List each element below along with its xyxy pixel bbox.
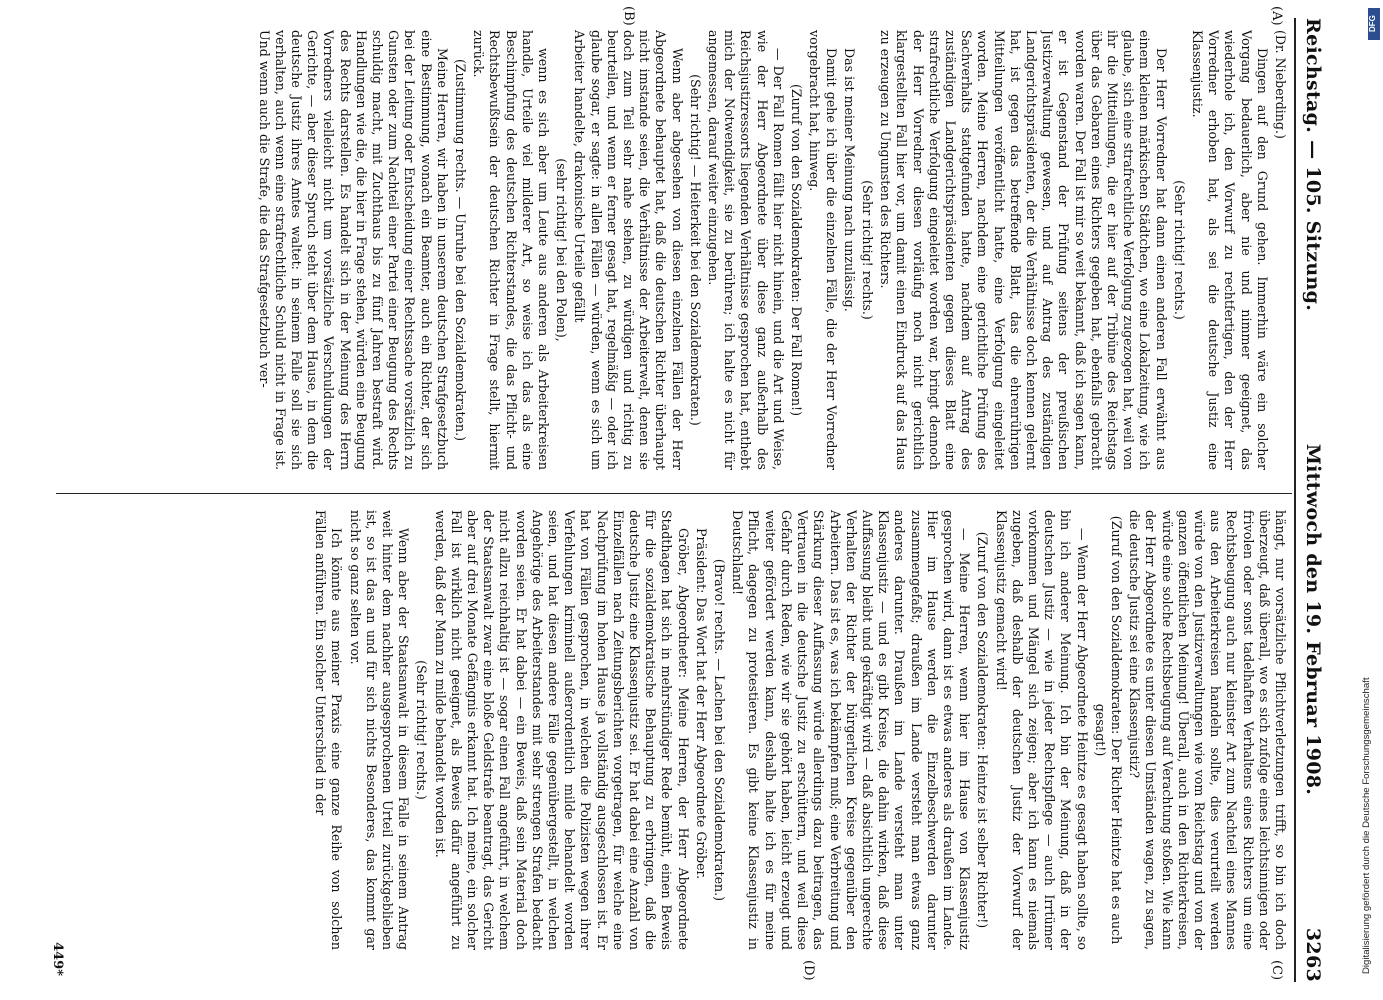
- margin-mark-d: (D): [801, 960, 816, 981]
- interjection: (Zuruf von den Sozialdemokraten: Der Fall Romen!): [789, 83, 805, 417]
- signature-mark: 449*: [50, 942, 65, 976]
- interjection: (Sehr richtig! rechts.): [1171, 180, 1187, 320]
- paragraph: wenn es sich aber um Leute aus anderen als Arbeiterkreisen handle, Urteile viel milderer Art, so weise ich das als eine Beschimpfung des deutschen Richterstandes, die das Pflicht- und Rechtsbewußtsein der deutschen Richter in Frage stellt, hiermit zurück.: [471, 30, 552, 470]
- margin-mark-c: (C): [1269, 960, 1284, 981]
- margin-mark-b: (B): [621, 6, 636, 26]
- interjection: (Sehr richtig! rechts.): [859, 180, 875, 320]
- interjection: (Sehr richtig! rechts.): [414, 660, 430, 800]
- paragraph: Meine Herren, wir haben in unserem deutschen Strafgesetzbuch eine Bestimmung, wonach ein Beamter, auch ein Richter, der sich bei der Leitung oder Entscheidung einer Rechtssache vorsätzlich zu Gunsten oder zum Nachteil einer Partei einer Beugung des Rechts schuldig macht, mit Zuchthaus bis zu fünf Jahren bestraft wird. Handlungen wie die, die hier in Frage stehen, würden eine Beugung des Rechts darstellen. Es handelt sich in der Meinung des Herrn Vorredners vielleicht nicht um vorsätzliche Verschuldungen der Gerichte, — aber dieser Spruch steht über dem Hause, in dem die deutsche Justiz ihres Amtes waltet: in seinem Falle soll sie sich verhalten, auch wenn eine strafrechtliche Schuld nicht in Frage ist. Und wenn auch die Strafe, die das Strafgesetzbuch ver-: [256, 30, 450, 470]
- dfg-logo: DFG: [1368, 8, 1380, 40]
- paragraph: — Wenn der Herr Abgeordnete Heintze es gesagt haben sollte, so bin ich anderer Meinung. Ich bin der Meinung, daß in der deutschen Justiz — wie in jeder Rechtspflege — auch Irrtümer vorkommen und Mängel sich zeigen; aber ich kann es niemals zugeben, daß deshalb der deutschen Justiz der Vorwurf der Klassenjustiz gemacht wird!: [993, 510, 1090, 950]
- paragraph: hängt, nur vorsätzliche Pflichtverletzungen trifft, so bin ich doch überzeugt, daß überall, wo es sich zufolge eines leichtsinnigen oder frivolen oder sonst tadelhaften Verhaltens eines Richters um eine Rechtsbeugung auch nur kleinster Art zum Nachteil eines Mannes aus den Arbeiterkreisen handeln sollte, dies verurteilt werden würde von den Justizverwaltungen wie vom Reichstag und von der ganzen öffentlichen Meinung! Überall, auch in den Richterkreisen, würde eine solche Rechtsbeugung auf Verachtung stoßen. Wie kann der Herr Abgeordnete es unter diesen Umständen wagen, zu sagen, die deutsche Justiz sei eine Klassenjustiz?: [1127, 510, 1288, 950]
- paragraph: Präsident: Das Wort hat der Herr Abgeordnete Gröber.: [693, 528, 709, 880]
- paragraph: Damit gehe ich über die einzelnen Fälle, die der Herr Vorredner vorgebracht hat, hinweg.: [807, 30, 839, 470]
- paragraph: Ich könnte aus meiner Praxis eine ganze Reihe von solchen Fällen anführen. Ein solcher Unterschied in der: [313, 510, 345, 950]
- interjection: (Zuruf von den Sozialdemokraten: Heintze ist selber Richter!): [975, 531, 991, 929]
- page-number: 3263: [1302, 927, 1324, 982]
- interjection: (sehr richtig! bei den Polen),: [554, 158, 570, 342]
- paragraph: Wenn aber der Staatsanwalt in diesem Falle in seinem Antrag weit hinter dem nachher ausgesprochenen Urteil zurückgeblieben ist, so ist das an und für sich nichts Besonderes, das kommt gar nicht so ganz selten vor.: [347, 510, 412, 950]
- interjection: (Sehr richtig! — Heiterkeit bei den Sozialdemokraten.): [687, 74, 703, 426]
- paragraph: Gröber, Abgeordneter: Meine Herren, der Herr Abgeordnete Stadthagen hat sich in mehrstündiger Rede bemüht, einen Beweis für die sozialdemokratische Behauptung zu erbringen, daß die deutsche Justiz eine Klassenjustiz sei. Er hat dabei eine Anzahl von Einzelfällen nach Zeitungsberichten vorgetragen, für welche eine Nachprüfung im hohen Hause ja vollständig ausgeschlossen ist. Er hat von Fällen gesprochen, in welchen die Polizisten wegen ihrer Verfehlungen kriminell außerordentlich milde behandelt worden seien, und hat diesen andere Fälle gegenübergestellt, in welchen Angehörige des Arbeiterstandes mit sehr strengen Strafen bedacht worden seien. Er hat dabei — ein Beweis, daß sein Material doch nicht allzu reichhaltig ist — sogar einen Fall angeführt, in welchem der Staatsanwalt zwar eine bloße Geldstrafe beantragt, das Gericht aber auf drei Monate Gefängnis erkannt hat. Ich meine, ein solcher Fall ist wirklich nicht geeignet, als Beweis dafür angeführt zu werden, daß der Mann zu milde behandelt worden ist.: [432, 510, 691, 950]
- column-divider: [56, 493, 1292, 494]
- page-header: [1298, 18, 1328, 982]
- paragraph: (Dr. Nieberding.): [1273, 30, 1288, 139]
- paragraph: — Der Fall Romen fällt hier nicht hinein, und die Art und Weise, wie der Herr Abgeordnete über diese ganz außerhalb des Reichsjustizressorts liegenden Verhältnisse gesprochen hat, enthebt mich der Notwendigkeit, sie zu berühren; ich halte es nicht für angemessen, darauf weiter einzugehen.: [706, 30, 786, 470]
- paragraph: Der Herr Vorredner hat dann einen anderen Fall erwähnt aus einem kleinen märkischen Städtchen, wo eine Lokalzeitung, wie ich glaube, sich eine strafrechtliche Verfolgung zugezogen hat, weil von ihr die Mitteilungen, die er hier auf der Tribüne des Reichstags über das Gebaren eines Richters gegeben hat, ebenfalls gebracht worden waren. Der Fall ist mir so weit bekannt, daß ich sagen kann, er ist Gegenstand der Prüfung seitens der preußischen Justizverwaltung gewesen, und auf Antrag des zuständigen Landgerichtspräsidenten, der die Verhältnisse doch kennen gelernt hat, ist gegen das betreffende Blatt, das die ehrenrührigen Mitteilungen veröffentlicht hatte, eine Verfolgung eingeleitet worden. Meine Herren, nachdem eine gerichtliche Prüfung des Sachverhalts stattgefunden hatte, nachdem auf Antrag des zuständigen Landgerichtspräsidenten gegen dieses Blatt eine strafrechtliche Verfolgung eingeleitet worden war, bringt dennoch der Herr Vorredner diesen vorläufig noch nicht gerichtlich klargestellten Fall hier vor, um damit einen Eindruck auf das Haus zu erzeugen zu Ungunsten des Richters.: [878, 30, 1169, 470]
- interjection: (Zustimmung rechts. — Unruhe bei den Sozialdemokraten.): [453, 58, 469, 441]
- footer-credit: Digitalisierung gefördert durch die Deutsche Forschungsgemeinschaft: [1361, 677, 1372, 974]
- left-column: [56, 30, 1288, 470]
- paragraph: Wenn aber abgesehen von diesen einzelnen Fällen der Herr Abgeordnete behauptet hat, daß die deutschen Richter überhaupt nicht imstande seien, die Verhältnisse der Arbeiterwelt, denen sie doch zum Teil sehr nahe stehen, zu würdigen und richtig zu beurteilen, und wenn er ferner gesagt hat, regelmäßig — oder ich glaube sogar, er sagte: in allen Fällen — würden, wenn es sich um Arbeiter handelte, drakonische Urteile gefällt: [572, 30, 685, 470]
- right-column: [56, 510, 1288, 950]
- paragraph: Dingen auf den Grund gehen. Immerhin wäre ein solcher Vorgang bedauerlich, aber nie und nimmer geeignet, das wiederhole ich, den Vorwurf zu rechtfertigen, den der Herr Vorredner erhoben hat, als sei die deutsche Justiz eine Klassenjustiz.: [1189, 30, 1270, 470]
- interjection: (Bravo! rechts. — Lachen bei den Sozialdemokraten.): [712, 558, 728, 902]
- margin-mark-a: (A): [1269, 6, 1284, 26]
- footer-credit-strip: [1357, 0, 1383, 1000]
- page: [46, 0, 1336, 1000]
- paragraph: — Meine Herren, wenn hier im Hause von Klassenjustiz gesprochen wird, dann ist es etwas anderes als draußen im Lande. Hier im Hause werden die Einzelbeschwerden darunter zusammengefaßt; draußen im Lande versteht man etwas ganz anderes darunter. Draußen im Lande versteht man unter Klassenjustiz — und es gibt Kreise, die dahin wirken, daß diese Auffassung bleibt und gekräftigt wird — daß absichtlich ungerechte Verhalten der Richter der bürgerlichen Kreise gegenüber den Arbeitern. Das ist es, was ich bekämpfen muß; eine Verbreitung und Stärkung dieser Auffassung würde allerdings dazu beitragen, das Vertrauen in die deutsche Justiz zu erschüttern, und weil diese Gefahr durch Reden, wie wir sie gehört haben, leicht erzeugt und weiter gefördert werden kann, deshalb halte ich es für meine Pflicht, dagegen zu protestieren. Es gibt keine Klassenjustiz in Deutschland!: [730, 510, 973, 950]
- paragraph: Das ist meiner Meinung nach unzulässig.: [841, 48, 857, 312]
- header-left: Reichstag. — 105. Sitzung.: [1302, 18, 1324, 312]
- interjection: (Zuruf von den Sozialdemokraten: Der Richter Heintze hat es auch gesagt!): [1092, 515, 1124, 945]
- header-date: Mittwoch den 19. Februar 1908.: [1302, 443, 1324, 796]
- header-rule: [1294, 18, 1296, 982]
